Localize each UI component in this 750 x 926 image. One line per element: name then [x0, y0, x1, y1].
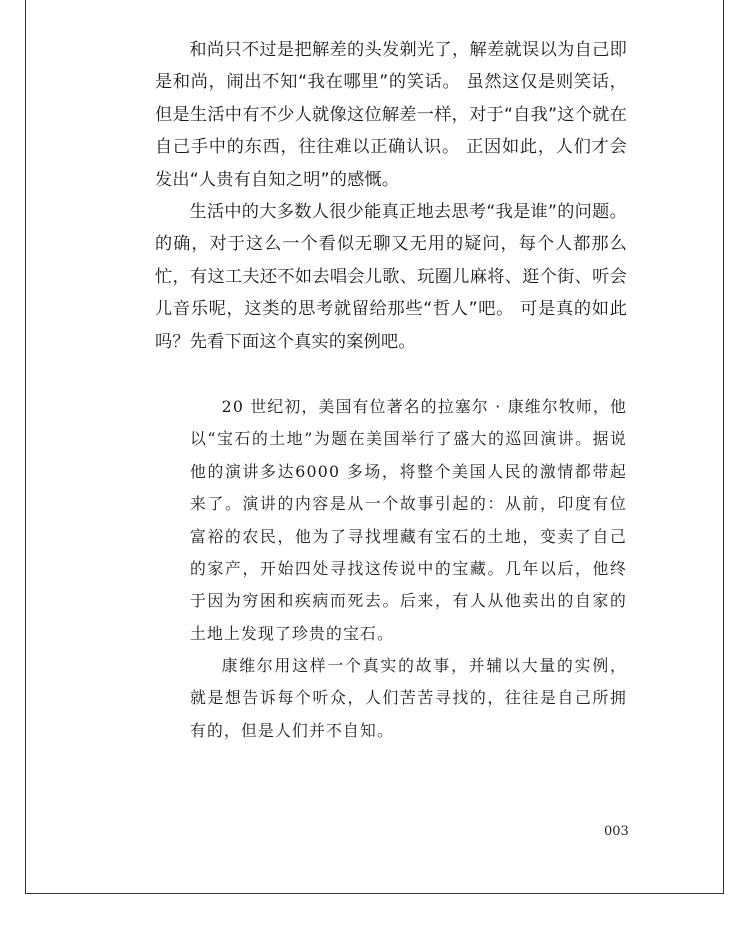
page-number: 003	[604, 824, 629, 839]
body-paragraph-2: 生活中的大多数人很少能真正地去思考“我是谁”的问题。 的确，对于这么一个看似无聊又无用的疑问，每个人都那么忙，有这工夫还不如去唱会儿歌、玩圈儿麻将、逛个街、听会儿音乐呢，这类的思考就留给那些“哲人”吧。 可是真的如此吗？先看下面这个真实的案例吧。	[155, 202, 627, 352]
body-paragraph-1: 和尚只不过是把解差的头发剃光了，解差就误以为自己即是和尚，闹出不知“我在哪里”的笑话。 虽然这仅是则笑话，但是生活中有不少人就像这位解差一样，对于“自我”这个就在自己手中的东西，往往难以正确认识。 正因如此，人们才会发出“人贵有自知之明”的感慨。	[155, 40, 627, 190]
case-quote-paragraph-2: 康维尔用这样一个真实的故事，并辅以大量的实例，就是想告诉每个听众，人们苦苦寻找的，往往是自己所拥有的，但是人们并不自知。	[190, 656, 627, 740]
case-quote-paragraph-1: 20 世纪初，美国有位著名的拉塞尔 · 康维尔牧师，他以“宝石的土地”为题在美国举行了盛大的巡回演讲。据说他的演讲多达6000 多场，将整个美国人民的激情都带起来了。演讲的内容是从一个故事引起的：从前，印度有位富裕的农民，他为了寻找埋藏有宝石的土地，变卖了自己的家产，开始四处寻找这传说中的宝藏。几年以后，他终于因为穷困和疾病而死去。后来，有人从他卖出的自家的土地上发现了珍贵的宝石。	[190, 397, 627, 643]
